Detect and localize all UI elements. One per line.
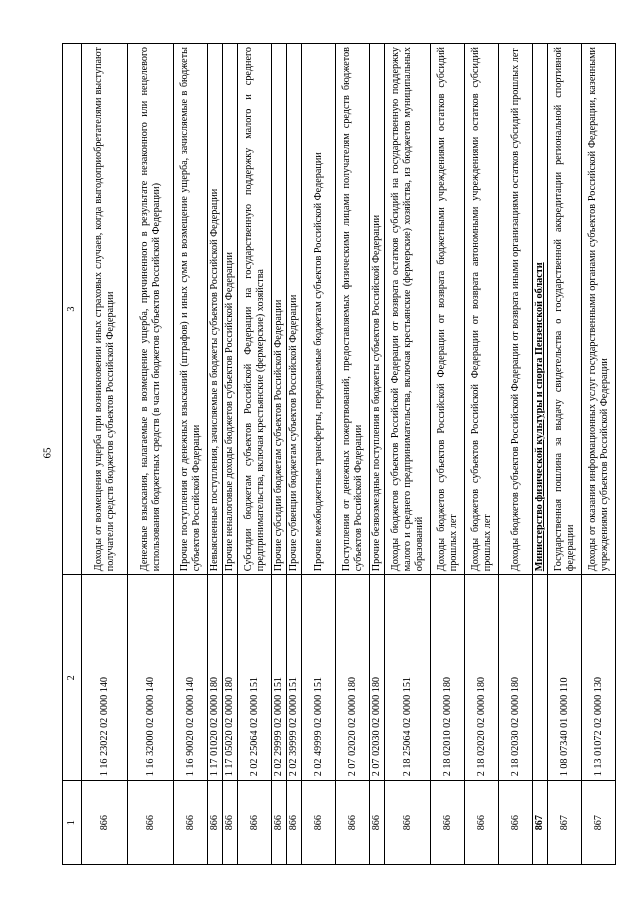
table-row <box>302 44 336 865</box>
description-cell: Доходы бюджетов субъектов Российской Федерации от возврата автономными учреждениями остатков субсидий прошлых лет <box>465 44 499 575</box>
table-row <box>82 44 128 865</box>
budget-codes-table <box>62 43 616 865</box>
description-cell: Прочие неналоговые доходы бюджетов субъектов Российской Федерации <box>223 44 238 575</box>
code-cell-budget: 1 16 32000 02 0000 140 <box>128 575 174 781</box>
code-cell-budget: 2 18 02030 02 0000 180 <box>499 575 533 781</box>
header-col-3: 3 <box>63 44 82 575</box>
code-cell-admin: 867 <box>582 781 616 865</box>
code-cell-budget: 2 02 39999 02 0000 151 <box>287 575 302 781</box>
code-cell-admin: 866 <box>499 781 533 865</box>
table-row <box>465 44 499 865</box>
code-cell-budget: 1 08 07340 01 0000 110 <box>548 575 582 781</box>
table-row <box>223 44 238 865</box>
code-cell-budget: 1 13 01072 02 0000 130 <box>582 575 616 781</box>
table-row <box>548 44 582 865</box>
code-cell-admin: 866 <box>431 781 465 865</box>
code-cell-admin: 866 <box>465 781 499 865</box>
description-cell: Прочие субсидии бюджетам субъектов Российской Федерации <box>272 44 287 575</box>
table-row <box>287 44 302 865</box>
table-row <box>370 44 385 865</box>
description-cell: Денежные взыскания, налагаемые в возмещение ущерба, причиненного в результате незаконного или нецелевого использования бюджетных средств (в части бюджетов субъектов Российской Федерации) <box>128 44 174 575</box>
code-cell-budget: 2 18 02010 02 0000 180 <box>431 575 465 781</box>
page-number: 65 <box>41 447 53 459</box>
code-cell-admin: 866 <box>287 781 302 865</box>
table-row <box>533 44 548 865</box>
table-row <box>582 44 616 865</box>
table-row <box>208 44 223 865</box>
code-cell-admin: 866 <box>174 781 208 865</box>
code-cell-admin: 866 <box>238 781 272 865</box>
description-cell: Доходы от оказания информационных услуг государственными органами субъектов Российской Федерации, казенными учреждениями субъектов Российской Федерации <box>582 44 616 575</box>
table-row <box>499 44 533 865</box>
table-row <box>431 44 465 865</box>
description-cell: Доходы от возмещения ущерба при возникновении иных страховых случаев, когда выгодоприобретателями выступают получатели средств бюджетов субъектов Российской Федерации <box>82 44 128 575</box>
rotated-page <box>62 43 610 865</box>
code-cell-admin: 866 <box>272 781 287 865</box>
code-cell-budget: 2 02 29999 02 0000 151 <box>272 575 287 781</box>
table-row <box>385 44 431 865</box>
description-cell: Прочие поступления от денежных взысканий (штрафов) и иных сумм в возмещение ущерба, зачисляемые в бюджеты субъектов Российской Федерации <box>174 44 208 575</box>
table-row <box>272 44 287 865</box>
code-cell-admin: 867 <box>548 781 582 865</box>
description-cell: Прочие субвенции бюджетам субъектов Российской Федерации <box>287 44 302 575</box>
code-cell-admin: 866 <box>128 781 174 865</box>
code-cell-budget: 2 07 02020 02 0000 180 <box>336 575 370 781</box>
description-cell: Невыясненные поступления, зачисляемые в бюджеты субъектов Российской Федерации <box>208 44 223 575</box>
code-cell-budget: 2 02 25064 02 0000 151 <box>238 575 272 781</box>
code-cell-admin: 867 <box>533 781 548 865</box>
description-cell: Государственная пошлина за выдачу свидетельства о государственной аккредитации региональной спортивной федерации <box>548 44 582 575</box>
header-col-1: 1 <box>63 781 82 865</box>
description-cell: Субсидии бюджетам субъектов Российской Федерации на государственную поддержку малого и среднего предпринимательства, включая крестьянские (фермерские) хозяйства <box>238 44 272 575</box>
code-cell-budget: 2 18 25064 02 0000 151 <box>385 575 431 781</box>
code-cell-admin: 866 <box>385 781 431 865</box>
table-header-row <box>63 44 82 865</box>
description-cell: Прочие безвозмездные поступления в бюджеты субъектов Российской Федерации <box>370 44 385 575</box>
code-cell-budget: 2 18 02020 02 0000 180 <box>465 575 499 781</box>
code-cell-admin: 866 <box>370 781 385 865</box>
table-row <box>128 44 174 865</box>
code-cell-admin: 866 <box>223 781 238 865</box>
description-cell: Поступления от денежных пожертвований, предоставляемых физическими лицами получателям средств бюджетов субъектов Российской Федерации <box>336 44 370 575</box>
code-cell-budget: 2 07 02030 02 0000 180 <box>370 575 385 781</box>
description-cell: Министерство физической культуры и спорта Пензенской области <box>533 44 548 575</box>
code-cell-budget: 1 17 05020 02 0000 180 <box>223 575 238 781</box>
description-cell: Доходы бюджетов субъектов Российской Федерации от возврата остатков субсидий на государственную поддержку малого и среднего предпринимательства, включая крестьянские (фермерские) хозяйства, из бюджетов муниципальных образований <box>385 44 431 575</box>
table-row <box>174 44 208 865</box>
code-cell-admin: 866 <box>82 781 128 865</box>
header-col-2: 2 <box>63 575 82 781</box>
code-cell-budget: 2 02 49999 02 0000 151 <box>302 575 336 781</box>
description-cell: Прочие межбюджетные трансферты, передаваемые бюджетам субъектов Российской Федерации <box>302 44 336 575</box>
code-cell-budget: 1 17 01020 02 0000 180 <box>208 575 223 781</box>
table-row <box>336 44 370 865</box>
code-cell-admin: 866 <box>208 781 223 865</box>
code-cell-budget <box>533 575 548 781</box>
code-cell-budget: 1 16 90020 02 0000 140 <box>174 575 208 781</box>
description-cell: Доходы бюджетов субъектов Российской Федерации от возврата бюджетными учреждениями остатков субсидий прошлых лет <box>431 44 465 575</box>
code-cell-admin: 866 <box>336 781 370 865</box>
code-cell-budget: 1 16 23022 02 0000 140 <box>82 575 128 781</box>
table-row <box>238 44 272 865</box>
description-cell: Доходы бюджетов субъектов Российской Федерации от возврата иными организациями остатков субсидий прошлых лет <box>499 44 533 575</box>
code-cell-admin: 866 <box>302 781 336 865</box>
